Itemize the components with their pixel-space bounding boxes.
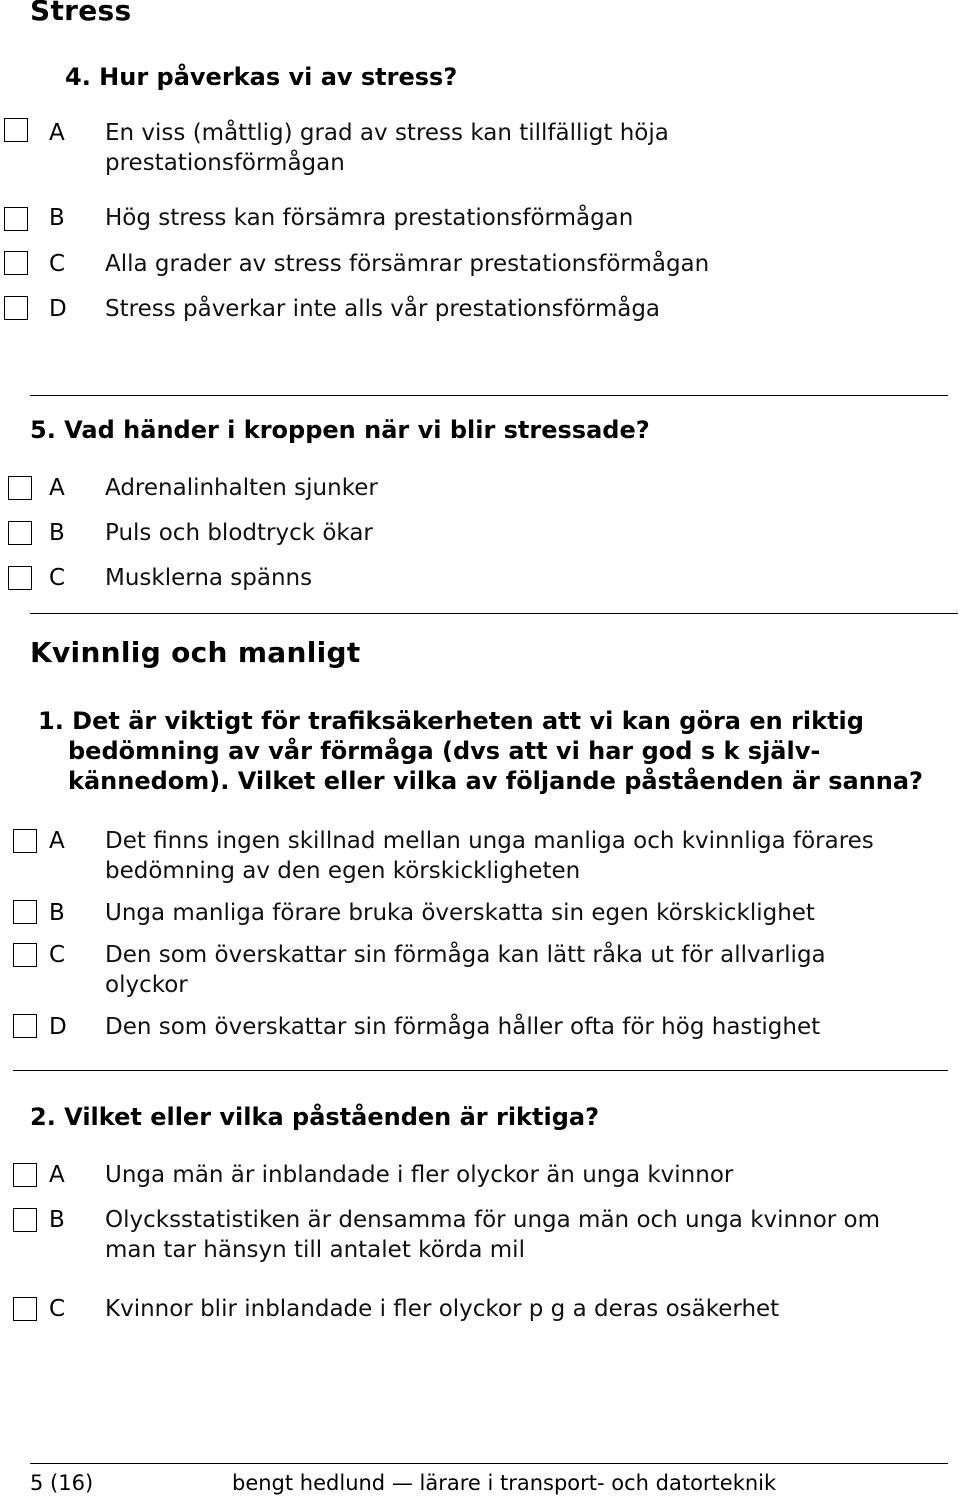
option-text-line2: olyckor: [105, 972, 188, 998]
option-text-line1: Olycksstatistiken är densamma för unga män och unga kvinnor om: [105, 1207, 881, 1233]
option-text: Stress påverkar inte alls vår prestationsförmåga: [105, 296, 661, 322]
checkbox-icon[interactable]: [13, 1208, 37, 1232]
checkbox-icon[interactable]: [4, 118, 28, 142]
option-text-line1: Den som överskattar sin förmåga kan lätt råka ut för allvarliga: [105, 942, 826, 968]
checkbox-icon[interactable]: [13, 829, 37, 853]
option-text: Hög stress kan försämra prestationsförmågan: [105, 205, 634, 231]
checkbox-icon[interactable]: [8, 521, 32, 545]
question-2-title: 2. Vilket eller vilka påståenden är riktiga?: [30, 1103, 600, 1131]
option-text-line1: En viss (måttlig) grad av stress kan tillfälligt höja: [105, 120, 669, 146]
checkbox-icon[interactable]: [4, 207, 28, 231]
option-letter: D: [49, 1014, 67, 1040]
option-text-line2: prestationsförmågan: [105, 150, 345, 176]
question-title-line1: 1. Det är viktigt för trafiksäkerheten att vi kan göra en riktig: [38, 707, 864, 735]
option-text: Unga män är inblandade i fler olyckor än unga kvinnor: [105, 1162, 734, 1188]
option-text: Alla grader av stress försämrar prestationsförmågan: [105, 251, 710, 277]
option-letter: B: [49, 900, 65, 926]
option-letter: B: [49, 520, 65, 546]
section-heading-stress: Stress: [30, 0, 132, 27]
option-letter: C: [49, 942, 66, 968]
option-letter: A: [49, 828, 65, 854]
checkbox-icon[interactable]: [13, 1014, 37, 1038]
option-letter: D: [49, 296, 67, 322]
option-letter: B: [49, 1207, 65, 1233]
option-text: Kvinnor blir inblandade i fler olyckor p g a deras osäkerhet: [105, 1296, 780, 1322]
question-5-title: 5. Vad händer i kroppen när vi blir stressade?: [30, 416, 650, 444]
divider: [13, 1070, 948, 1071]
option-letter: A: [49, 475, 65, 501]
footer-rule: [30, 1463, 948, 1464]
option-text: Musklerna spänns: [105, 565, 313, 591]
option-text: Adrenalinhalten sjunker: [105, 475, 378, 501]
checkbox-icon[interactable]: [13, 943, 37, 967]
divider: [30, 613, 958, 614]
checkbox-icon[interactable]: [8, 566, 32, 590]
option-letter: B: [49, 205, 65, 231]
option-text-line2: man tar hänsyn till antalet körda mil: [105, 1237, 525, 1263]
option-text: Den som överskattar sin förmåga håller ofta för hög hastighet: [105, 1014, 821, 1040]
footer-author: bengt hedlund — lärare i transport- och datorteknik: [232, 1471, 777, 1495]
checkbox-icon[interactable]: [13, 900, 37, 924]
option-letter: A: [49, 1162, 65, 1188]
question-title-line3: kännedom). Vilket eller vilka av följande påståenden är sanna?: [68, 767, 923, 795]
checkbox-icon[interactable]: [13, 1297, 37, 1321]
checkbox-icon[interactable]: [4, 296, 28, 320]
checkbox-icon[interactable]: [8, 476, 32, 500]
option-text: Unga manliga förare bruka överskatta sin egen körskicklighet: [105, 900, 815, 926]
option-letter: C: [49, 251, 66, 277]
page-number: 5 (16): [30, 1471, 94, 1495]
option-letter: C: [49, 565, 66, 591]
option-text: Puls och blodtryck ökar: [105, 520, 373, 546]
option-text-line2: bedömning av den egen körskickligheten: [105, 858, 581, 884]
checkbox-icon[interactable]: [4, 251, 28, 275]
option-letter: C: [49, 1296, 66, 1322]
checkbox-icon[interactable]: [13, 1163, 37, 1187]
divider: [30, 395, 948, 396]
option-letter: A: [49, 120, 65, 146]
question-4-title: 4. Hur påverkas vi av stress?: [65, 63, 458, 91]
section-heading-gender: Kvinnlig och manligt: [30, 636, 361, 669]
option-text-line1: Det finns ingen skillnad mellan unga manliga och kvinnliga förares: [105, 828, 874, 854]
question-title-line2: bedömning av vår förmåga (dvs att vi har god s k själv-: [68, 737, 821, 765]
